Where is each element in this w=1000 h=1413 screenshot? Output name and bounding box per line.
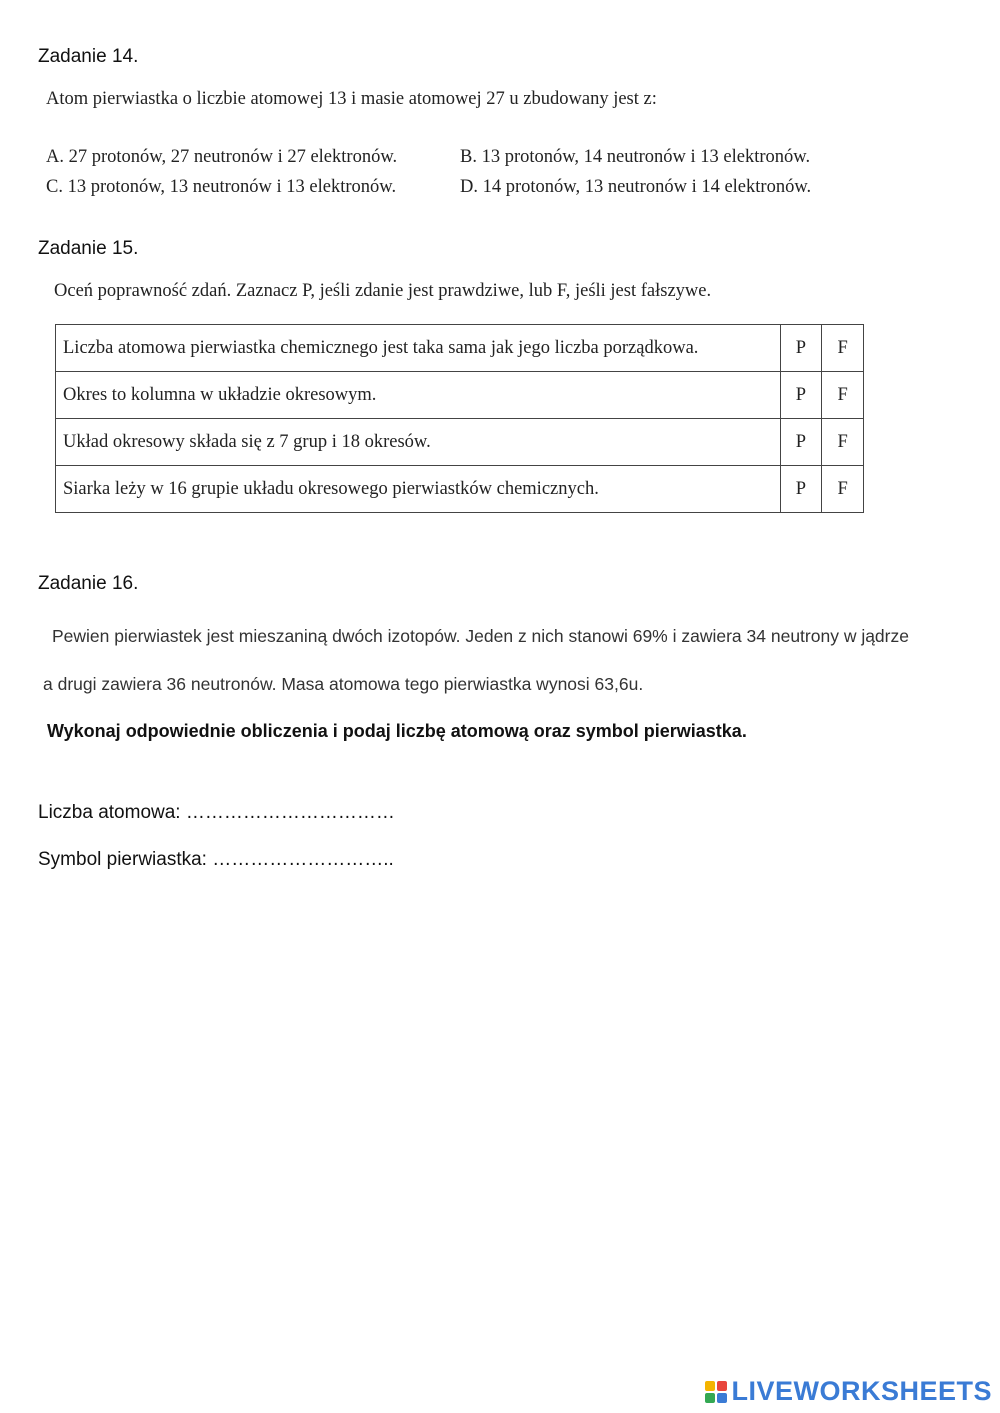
task14-option-a[interactable]: A. 27 protonów, 27 neutronów i 27 elektronów.: [46, 147, 398, 167]
task14-option-b[interactable]: B. 13 protonów, 14 neutronów i 13 elektronów.: [460, 147, 811, 167]
statement-cell: Liczba atomowa pierwiastka chemicznego jest taka sama jak jego liczba porządkowa.: [56, 325, 781, 372]
false-option[interactable]: F: [822, 466, 864, 513]
false-option[interactable]: F: [822, 419, 864, 466]
task16-heading: Zadanie 16.: [38, 573, 139, 594]
liveworksheets-logo: [705, 1376, 992, 1407]
true-option[interactable]: P: [780, 419, 822, 466]
task14-question: Atom pierwiastka o liczbie atomowej 13 i masie atomowej 27 u zbudowany jest z:: [46, 89, 657, 109]
logo-text: LIVEWORKSHEETS: [731, 1376, 992, 1406]
task16-text-line1: Pewien pierwiastek jest mieszaniną dwóch izotopów. Jeden z nich stanowi 69% i zawiera 34 neutrony w jądrze: [52, 626, 909, 646]
statement-cell: Okres to kolumna w układzie okresowym.: [56, 372, 781, 419]
true-option[interactable]: P: [780, 325, 822, 372]
statement-cell: Układ okresowy składa się z 7 grup i 18 okresów.: [56, 419, 781, 466]
element-symbol-answer-field[interactable]: Symbol pierwiastka: ………………………..: [38, 849, 394, 870]
false-option[interactable]: F: [822, 372, 864, 419]
table-row: [56, 372, 864, 419]
logo-icon: [705, 1381, 727, 1403]
false-option[interactable]: F: [822, 325, 864, 372]
table-row: [56, 325, 864, 372]
atomic-number-answer-field[interactable]: Liczba atomowa: ……………………………: [38, 802, 395, 823]
table-row: [56, 466, 864, 513]
task15-instruction: Oceń poprawność zdań. Zaznacz P, jeśli zdanie jest prawdziwe, lub F, jeśli jest fałszywe.: [54, 281, 712, 301]
table-row: [56, 419, 864, 466]
task16-command: Wykonaj odpowiednie obliczenia i podaj liczbę atomową oraz symbol pierwiastka.: [47, 721, 747, 741]
task14-option-c[interactable]: C. 13 protonów, 13 neutronów i 13 elektronów.: [46, 177, 397, 197]
task14-option-d[interactable]: D. 14 protonów, 13 neutronów i 14 elektronów.: [460, 177, 812, 197]
true-false-table: [55, 324, 864, 513]
task16-text-line2: a drugi zawiera 36 neutronów. Masa atomowa tego pierwiastka wynosi 63,6u.: [43, 674, 644, 694]
true-option[interactable]: P: [780, 466, 822, 513]
true-option[interactable]: P: [780, 372, 822, 419]
task14-heading: Zadanie 14.: [38, 46, 139, 67]
statement-cell: Siarka leży w 16 grupie układu okresowego pierwiastków chemicznych.: [56, 466, 781, 513]
task15-heading: Zadanie 15.: [38, 238, 139, 259]
